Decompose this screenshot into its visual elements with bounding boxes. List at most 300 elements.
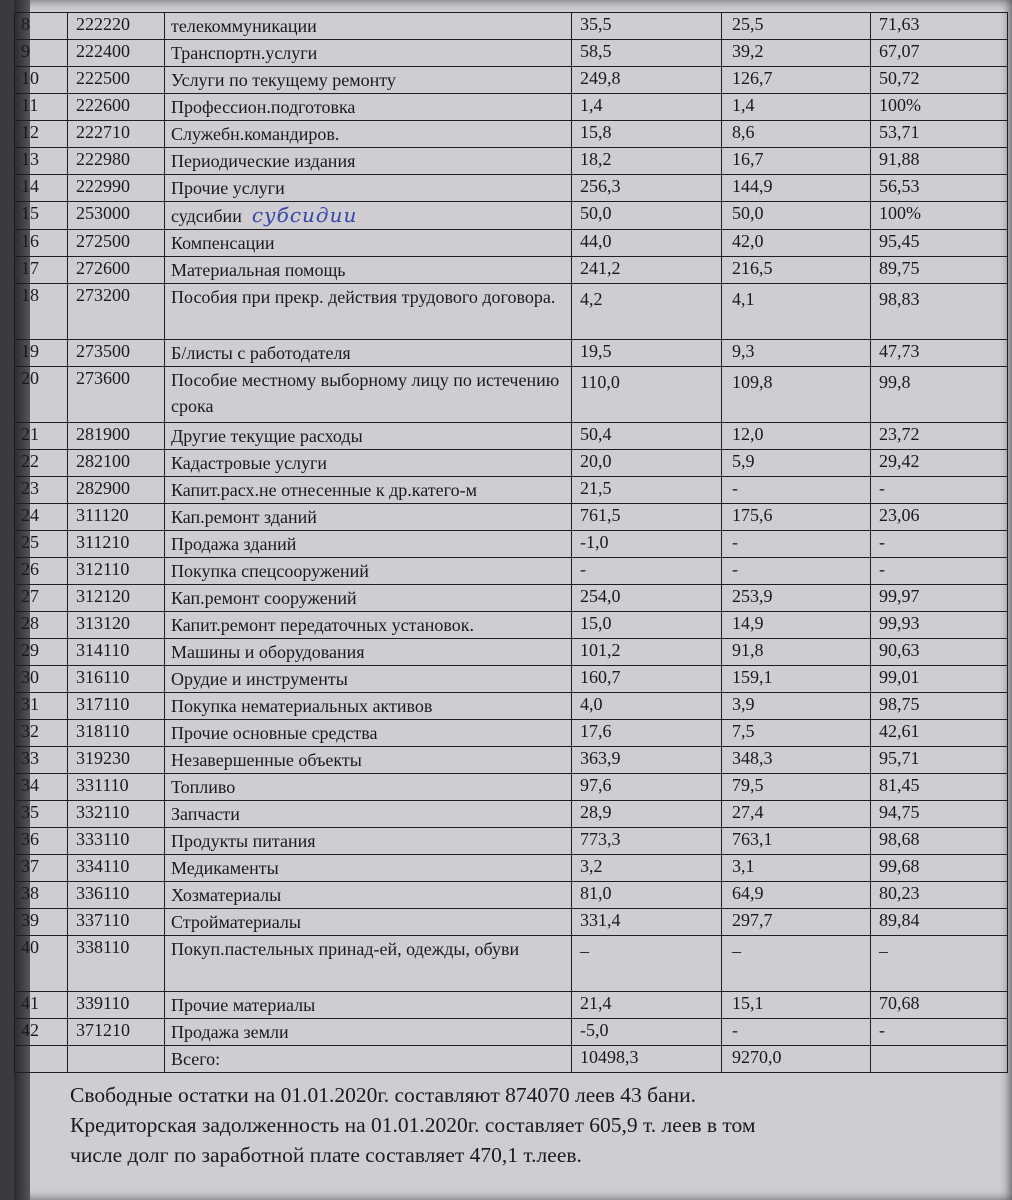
execution-percent [871, 257, 1008, 284]
account-code-text: 319230 [76, 748, 130, 768]
table-row [15, 367, 1008, 423]
account-code-text: 331110 [76, 775, 129, 795]
actual-amount [722, 612, 871, 639]
actual-amount-text: 144,9 [732, 176, 773, 196]
actual-amount-text: - [732, 532, 738, 552]
item-name [165, 531, 572, 558]
row-number [15, 423, 68, 450]
account-code-text: 339110 [76, 993, 130, 1013]
account-code-text: 273600 [76, 368, 130, 388]
actual-amount [722, 148, 871, 175]
account-code [68, 230, 165, 257]
table-row [15, 202, 1008, 230]
planned-amount [572, 148, 722, 175]
account-code [68, 450, 165, 477]
actual-amount [722, 175, 871, 202]
table-row [15, 909, 1008, 936]
execution-percent [871, 423, 1008, 450]
execution-percent [871, 1046, 1008, 1073]
planned-amount-text: 331,4 [580, 910, 621, 930]
account-code-text: 272600 [76, 258, 130, 278]
actual-amount-text: 297,7 [732, 910, 773, 930]
planned-amount [572, 40, 722, 67]
row-number-text: 38 [21, 883, 39, 903]
planned-amount-text: 15,8 [580, 122, 612, 142]
account-code [68, 558, 165, 585]
planned-amount-text: -5,0 [580, 1020, 609, 1040]
footer-notes [70, 1080, 970, 1170]
account-code [68, 909, 165, 936]
item-name-text: Прочие материалы [171, 995, 316, 1015]
row-number [15, 1019, 68, 1046]
account-code-text: 313120 [76, 613, 130, 633]
item-name [165, 992, 572, 1019]
item-name [165, 94, 572, 121]
note-creditor-debt: Кредиторская задолженность на 01.01.2020г. составляет 605,9 т. леев в том [70, 1113, 756, 1137]
account-code [68, 257, 165, 284]
item-name [165, 639, 572, 666]
account-code-text: 316110 [76, 667, 130, 687]
planned-amount-text: 110,0 [580, 372, 620, 392]
item-name-text: Другие текущие расходы [171, 426, 363, 446]
item-name-text: Кап.ремонт сооружений [171, 588, 357, 608]
item-name [165, 13, 572, 40]
item-name [165, 175, 572, 202]
row-number [15, 13, 68, 40]
note-salary-debt: числе долг по заработной плате составляет 470,1 т.леев. [70, 1143, 582, 1167]
planned-amount [572, 801, 722, 828]
item-name-text: Капит.ремонт передаточных установок. [171, 615, 474, 635]
account-code [68, 720, 165, 747]
account-code [68, 1046, 165, 1073]
row-number [15, 284, 68, 340]
row-number-text: 32 [21, 721, 39, 741]
actual-amount [722, 747, 871, 774]
account-code-text: 311120 [76, 505, 129, 525]
account-code-text: 333110 [76, 829, 130, 849]
actual-amount-text: - [732, 478, 738, 498]
actual-amount-text: 126,7 [732, 68, 773, 88]
item-name [165, 558, 572, 585]
planned-amount [572, 531, 722, 558]
execution-percent-text: 98,83 [879, 289, 920, 309]
item-name-text: Всего: [171, 1049, 221, 1069]
execution-percent [871, 504, 1008, 531]
execution-percent [871, 340, 1008, 367]
actual-amount [722, 720, 871, 747]
item-name-text: Продукты питания [171, 831, 316, 851]
actual-amount-text: 175,6 [732, 505, 773, 525]
actual-amount-text: 3,9 [732, 694, 755, 714]
row-number [15, 720, 68, 747]
execution-percent-text: 99,8 [879, 372, 911, 392]
item-name-text: Стройматериалы [171, 912, 301, 932]
planned-amount [572, 94, 722, 121]
item-name [165, 230, 572, 257]
actual-amount [722, 1019, 871, 1046]
document-page [14, 0, 1012, 1200]
execution-percent-text: - [879, 532, 885, 552]
planned-amount-text: 241,2 [580, 258, 621, 278]
item-name [165, 257, 572, 284]
expense-table [14, 12, 1008, 1073]
planned-amount-text: 761,5 [580, 505, 621, 525]
execution-percent [871, 693, 1008, 720]
actual-amount-text: 50,0 [732, 203, 764, 223]
table-row [15, 477, 1008, 504]
actual-amount [722, 693, 871, 720]
planned-amount-text: 256,3 [580, 176, 621, 196]
actual-amount-text: - [732, 1020, 738, 1040]
table-row [15, 774, 1008, 801]
account-code [68, 747, 165, 774]
table-row [15, 40, 1008, 67]
actual-amount [722, 882, 871, 909]
account-code [68, 882, 165, 909]
account-code [68, 774, 165, 801]
table-row [15, 175, 1008, 202]
actual-amount-text: 9270,0 [732, 1047, 782, 1067]
execution-percent [871, 585, 1008, 612]
item-name-text: Капит.расх.не отнесенные к др.катего-м [171, 480, 477, 500]
item-name [165, 612, 572, 639]
actual-amount-text: 16,7 [732, 149, 764, 169]
row-number-text: 27 [21, 586, 39, 606]
execution-percent-text: 29,42 [879, 451, 920, 471]
execution-percent [871, 639, 1008, 666]
account-code [68, 175, 165, 202]
account-code [68, 612, 165, 639]
item-name [165, 284, 572, 340]
account-code-text: 222400 [76, 41, 130, 61]
row-number [15, 1046, 68, 1073]
planned-amount-text: 21,5 [580, 478, 612, 498]
item-name-text: Услуги по текущему ремонту [171, 70, 396, 90]
account-code-text: 222980 [76, 149, 130, 169]
actual-amount [722, 504, 871, 531]
execution-percent [871, 1019, 1008, 1046]
actual-amount [722, 13, 871, 40]
execution-percent-text: 81,45 [879, 775, 920, 795]
row-number-text: 34 [21, 775, 39, 795]
actual-amount-text: 216,5 [732, 258, 773, 278]
planned-amount-text: 81,0 [580, 883, 612, 903]
item-name [165, 340, 572, 367]
execution-percent [871, 666, 1008, 693]
actual-amount-text: 39,2 [732, 41, 764, 61]
table-row [15, 828, 1008, 855]
row-number-text: 8 [21, 14, 30, 34]
account-code-text: 222600 [76, 95, 130, 115]
row-number-text: 36 [21, 829, 39, 849]
row-number [15, 94, 68, 121]
row-number [15, 882, 68, 909]
row-number [15, 774, 68, 801]
note-free-balance: Свободные остатки на 01.01.2020г. составляют 874070 леев 43 бани. [70, 1083, 697, 1107]
item-name-text: Хозматериалы [171, 885, 282, 905]
row-number [15, 67, 68, 94]
row-number-text: 25 [21, 532, 39, 552]
planned-amount-text: 249,8 [580, 68, 621, 88]
row-number [15, 747, 68, 774]
planned-amount [572, 585, 722, 612]
item-name [165, 585, 572, 612]
account-code [68, 828, 165, 855]
account-code-text: 282900 [76, 478, 130, 498]
item-name [165, 774, 572, 801]
row-number [15, 175, 68, 202]
actual-amount-text: 1,4 [732, 95, 755, 115]
execution-percent [871, 801, 1008, 828]
planned-amount-text: 21,4 [580, 993, 612, 1013]
execution-percent-text: - [879, 478, 885, 498]
row-number-text: 14 [21, 176, 39, 196]
execution-percent [871, 13, 1008, 40]
planned-amount-text: 1,4 [580, 95, 603, 115]
item-name-text: Транспортн.услуги [171, 43, 318, 63]
row-number-text: 29 [21, 640, 39, 660]
actual-amount-text: 25,5 [732, 14, 764, 34]
actual-amount-text: 64,9 [732, 883, 764, 903]
planned-amount-text: 10498,3 [580, 1047, 639, 1067]
account-code [68, 693, 165, 720]
table-row [15, 148, 1008, 175]
planned-amount [572, 202, 722, 230]
item-name [165, 747, 572, 774]
row-number-text: 19 [21, 341, 39, 361]
planned-amount [572, 828, 722, 855]
planned-amount [572, 909, 722, 936]
item-name-text: судсибии [171, 206, 242, 226]
planned-amount-text: 19,5 [580, 341, 612, 361]
execution-percent-text: - [879, 559, 885, 579]
actual-amount [722, 121, 871, 148]
actual-amount [722, 1046, 871, 1073]
account-code-text: 222220 [76, 14, 130, 34]
row-number [15, 855, 68, 882]
item-name-text: Б/листы с работодателя [171, 343, 351, 363]
planned-amount [572, 13, 722, 40]
actual-amount-text: 12,0 [732, 424, 764, 444]
item-name [165, 1046, 572, 1073]
execution-percent [871, 94, 1008, 121]
execution-percent-text: - [879, 1020, 885, 1040]
row-number [15, 828, 68, 855]
planned-amount [572, 504, 722, 531]
account-code [68, 531, 165, 558]
planned-amount [572, 882, 722, 909]
account-code [68, 585, 165, 612]
row-number [15, 504, 68, 531]
item-name [165, 504, 572, 531]
item-name-text: Незавершенные объекты [171, 750, 362, 770]
actual-amount-text: 3,1 [732, 856, 755, 876]
item-name-text: Служебн.командиров. [171, 124, 340, 144]
planned-amount-text: 4,0 [580, 694, 603, 714]
account-code-text: 338110 [76, 937, 130, 957]
row-number [15, 693, 68, 720]
planned-amount [572, 992, 722, 1019]
item-name [165, 148, 572, 175]
row-number-text: 40 [21, 937, 39, 957]
total-row [15, 1046, 1008, 1073]
actual-amount-text: 763,1 [732, 829, 773, 849]
row-number [15, 612, 68, 639]
planned-amount-text: 15,0 [580, 613, 612, 633]
account-code-text: 332110 [76, 802, 130, 822]
row-number-text: 17 [21, 258, 39, 278]
planned-amount-text: 35,5 [580, 14, 612, 34]
table-row [15, 531, 1008, 558]
account-code-text: 337110 [76, 910, 130, 930]
planned-amount-text: 28,9 [580, 802, 612, 822]
actual-amount [722, 666, 871, 693]
row-number [15, 666, 68, 693]
row-number [15, 936, 68, 992]
planned-amount-text: 160,7 [580, 667, 621, 687]
row-number-text: 26 [21, 559, 39, 579]
execution-percent [871, 774, 1008, 801]
execution-percent [871, 367, 1008, 423]
planned-amount-text: 50,0 [580, 203, 612, 223]
execution-percent [871, 450, 1008, 477]
table-row [15, 666, 1008, 693]
execution-percent [871, 40, 1008, 67]
actual-amount [722, 94, 871, 121]
row-number-text: 37 [21, 856, 39, 876]
planned-amount-text: 101,2 [580, 640, 621, 660]
execution-percent-text: 100% [879, 95, 921, 115]
planned-amount-text: - [580, 559, 586, 579]
execution-percent-text: 50,72 [879, 68, 920, 88]
account-code [68, 423, 165, 450]
row-number-text: 20 [21, 368, 39, 388]
actual-amount [722, 909, 871, 936]
item-name [165, 1019, 572, 1046]
account-code [68, 284, 165, 340]
planned-amount [572, 693, 722, 720]
planned-amount [572, 450, 722, 477]
account-code-text: 222710 [76, 122, 130, 142]
account-code-text: 272500 [76, 231, 130, 251]
planned-amount [572, 367, 722, 423]
row-number [15, 340, 68, 367]
account-code [68, 367, 165, 423]
execution-percent-text: 95,71 [879, 748, 920, 768]
row-number [15, 477, 68, 504]
execution-percent-text: 89,75 [879, 258, 920, 278]
execution-percent [871, 531, 1008, 558]
row-number-text: 13 [21, 149, 39, 169]
execution-percent [871, 855, 1008, 882]
item-name [165, 450, 572, 477]
row-number [15, 121, 68, 148]
planned-amount [572, 747, 722, 774]
actual-amount-text: 27,4 [732, 802, 764, 822]
row-number-text: 41 [21, 993, 39, 1013]
account-code-text: 273200 [76, 285, 130, 305]
item-name-text: Покуп.пастельных принад-ей, одежды, обуви [171, 939, 520, 959]
account-code-text: 314110 [76, 640, 130, 660]
item-name [165, 882, 572, 909]
actual-amount [722, 801, 871, 828]
table-row [15, 284, 1008, 340]
table-row [15, 747, 1008, 774]
row-number-text: 30 [21, 667, 39, 687]
row-number-text: 11 [21, 95, 39, 115]
planned-amount [572, 720, 722, 747]
account-code-text: 282100 [76, 451, 130, 471]
table-row [15, 693, 1008, 720]
row-number-text: 23 [21, 478, 39, 498]
actual-amount [722, 450, 871, 477]
account-code [68, 67, 165, 94]
planned-amount [572, 1046, 722, 1073]
item-name-text: телекоммуникации [171, 16, 317, 36]
expense-table-body [15, 13, 1008, 1073]
planned-amount-text: 4,2 [580, 289, 603, 309]
row-number [15, 367, 68, 423]
actual-amount-text: 4,1 [732, 289, 755, 309]
planned-amount [572, 257, 722, 284]
row-number [15, 230, 68, 257]
actual-amount [722, 284, 871, 340]
actual-amount [722, 257, 871, 284]
planned-amount-text: 58,5 [580, 41, 612, 61]
item-name-text: Машины и оборудования [171, 642, 365, 662]
actual-amount [722, 585, 871, 612]
actual-amount-text: - [732, 559, 738, 579]
account-code [68, 855, 165, 882]
item-name [165, 666, 572, 693]
actual-amount [722, 992, 871, 1019]
account-code [68, 148, 165, 175]
actual-amount [722, 40, 871, 67]
execution-percent-text: 99,68 [879, 856, 920, 876]
execution-percent [871, 477, 1008, 504]
row-number-text: 31 [21, 694, 39, 714]
actual-amount [722, 67, 871, 94]
item-name-text: Продажа зданий [171, 534, 297, 554]
execution-percent [871, 202, 1008, 230]
planned-amount-text: 18,2 [580, 149, 612, 169]
table-row [15, 13, 1008, 40]
actual-amount-text: – [732, 941, 741, 961]
planned-amount-text: 97,6 [580, 775, 612, 795]
row-number-text: 39 [21, 910, 39, 930]
row-number [15, 585, 68, 612]
planned-amount-text: 3,2 [580, 856, 603, 876]
planned-amount [572, 477, 722, 504]
item-name [165, 855, 572, 882]
planned-amount-text: 20,0 [580, 451, 612, 471]
actual-amount-text: 15,1 [732, 993, 764, 1013]
planned-amount-text: -1,0 [580, 532, 609, 552]
execution-percent [871, 175, 1008, 202]
item-name [165, 477, 572, 504]
table-row [15, 720, 1008, 747]
row-number-text: 28 [21, 613, 39, 633]
table-row [15, 612, 1008, 639]
account-code [68, 639, 165, 666]
account-code [68, 13, 165, 40]
actual-amount-text: 91,8 [732, 640, 764, 660]
execution-percent [871, 558, 1008, 585]
execution-percent-text: 80,23 [879, 883, 920, 903]
item-name-text: Материальная помощь [171, 260, 346, 280]
actual-amount [722, 558, 871, 585]
execution-percent [871, 747, 1008, 774]
